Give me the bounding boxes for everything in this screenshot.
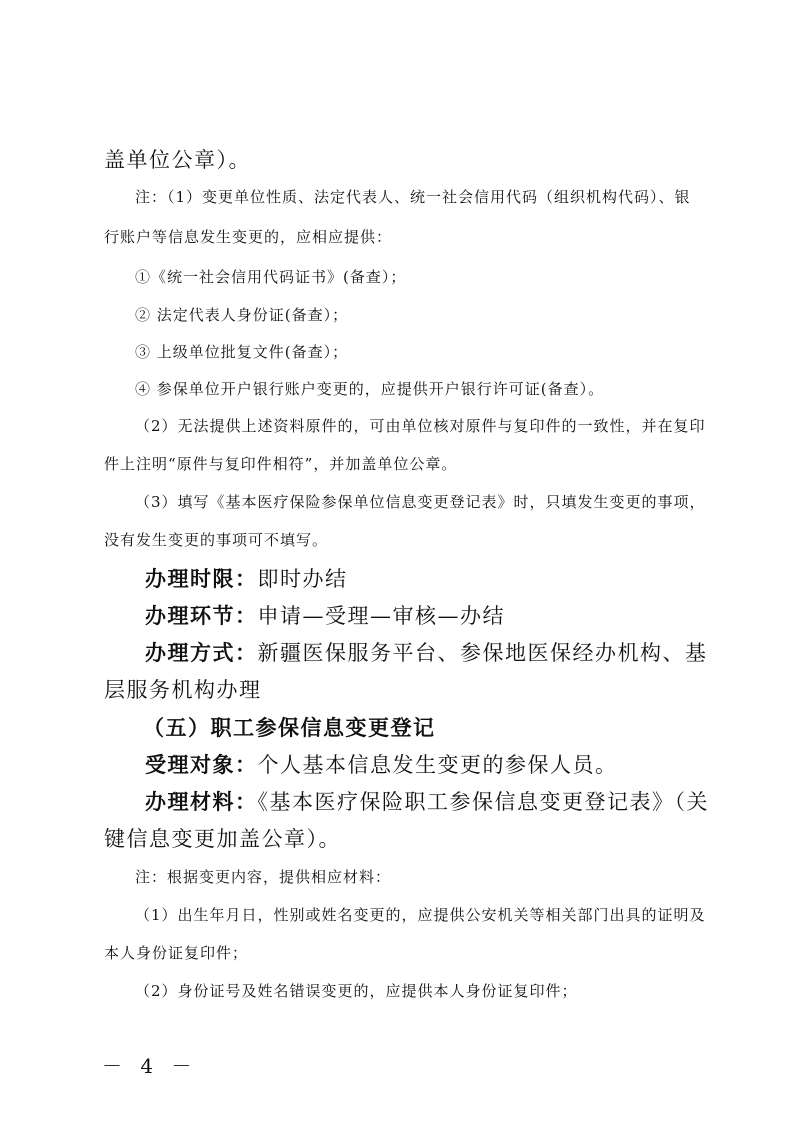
method-continuation: 层服务机构办理: [104, 678, 262, 702]
note-line: （3）填写《基本医疗保险参保单位信息变更登记表》时，只填发生变更的事项，: [135, 493, 706, 511]
material-continuation: 键信息变更加盖公章）。: [104, 827, 341, 851]
method-value: 新疆医保服务平台、参保地医保经办机构、基: [257, 641, 708, 665]
note-item: ④ 参保单位开户银行账户变更的，应提供开户银行许可证(备查）。: [135, 380, 605, 398]
note-line: （2）身份证号及姓名错误变更的，应提供本人身份证复印件；: [135, 982, 578, 1000]
steps-value: 申请—受理—审核—办结: [257, 604, 505, 628]
note-line: 件上注明“原件与复印件相符”，并加盖单位公章。: [104, 455, 458, 473]
material-row: [145, 786, 709, 816]
method-row: [145, 637, 708, 667]
material-label: 办理材料：: [145, 790, 258, 814]
note-line: 行账户等信息发生变更的，应相应提供：: [104, 228, 393, 246]
note-line: 注：（1）变更单位性质、法定代表人、统一社会信用代码（组织机构代码）、银: [135, 188, 691, 206]
note-line: 没有发生变更的事项可不填写。: [104, 531, 329, 549]
material-value: 《基本医疗保险职工参保信息变更登记表》（关: [257, 790, 709, 814]
target-value: 个人基本信息发生变更的参保人员。: [257, 753, 618, 777]
section-title: （五）职工参保信息变更登记: [143, 716, 436, 740]
note-item: ①《统一社会信用代码证书》(备查）；: [135, 268, 407, 286]
note-line: 本人身份证复印件；: [104, 944, 249, 962]
time-limit-row: [145, 563, 348, 593]
target-row: [145, 749, 618, 779]
time-limit-label: 办理时限：: [145, 567, 258, 591]
steps-row: [145, 600, 505, 630]
note-line: （2）无法提供上述资料原件的，可由单位核对原件与复印件的一致性，并在复印: [135, 417, 706, 435]
note-line: （1）出生年月日，性别或姓名变更的，应提供公安机关等相关部门出具的证明及: [135, 906, 706, 924]
note-line: 注：根据变更内容，提供相应材料：: [135, 868, 392, 886]
page-number: － 4 －: [102, 1054, 198, 1078]
steps-label: 办理环节：: [145, 604, 258, 628]
target-label: 受理对象：: [145, 753, 258, 777]
method-label: 办理方式：: [145, 641, 258, 665]
note-item: ③ 上级单位批复文件(备查）；: [135, 343, 349, 361]
time-limit-value: 即时办结: [257, 567, 348, 591]
text-line: 盖单位公章）。: [104, 148, 251, 172]
note-item: ② 法定代表人身份证(备查）；: [135, 306, 349, 324]
